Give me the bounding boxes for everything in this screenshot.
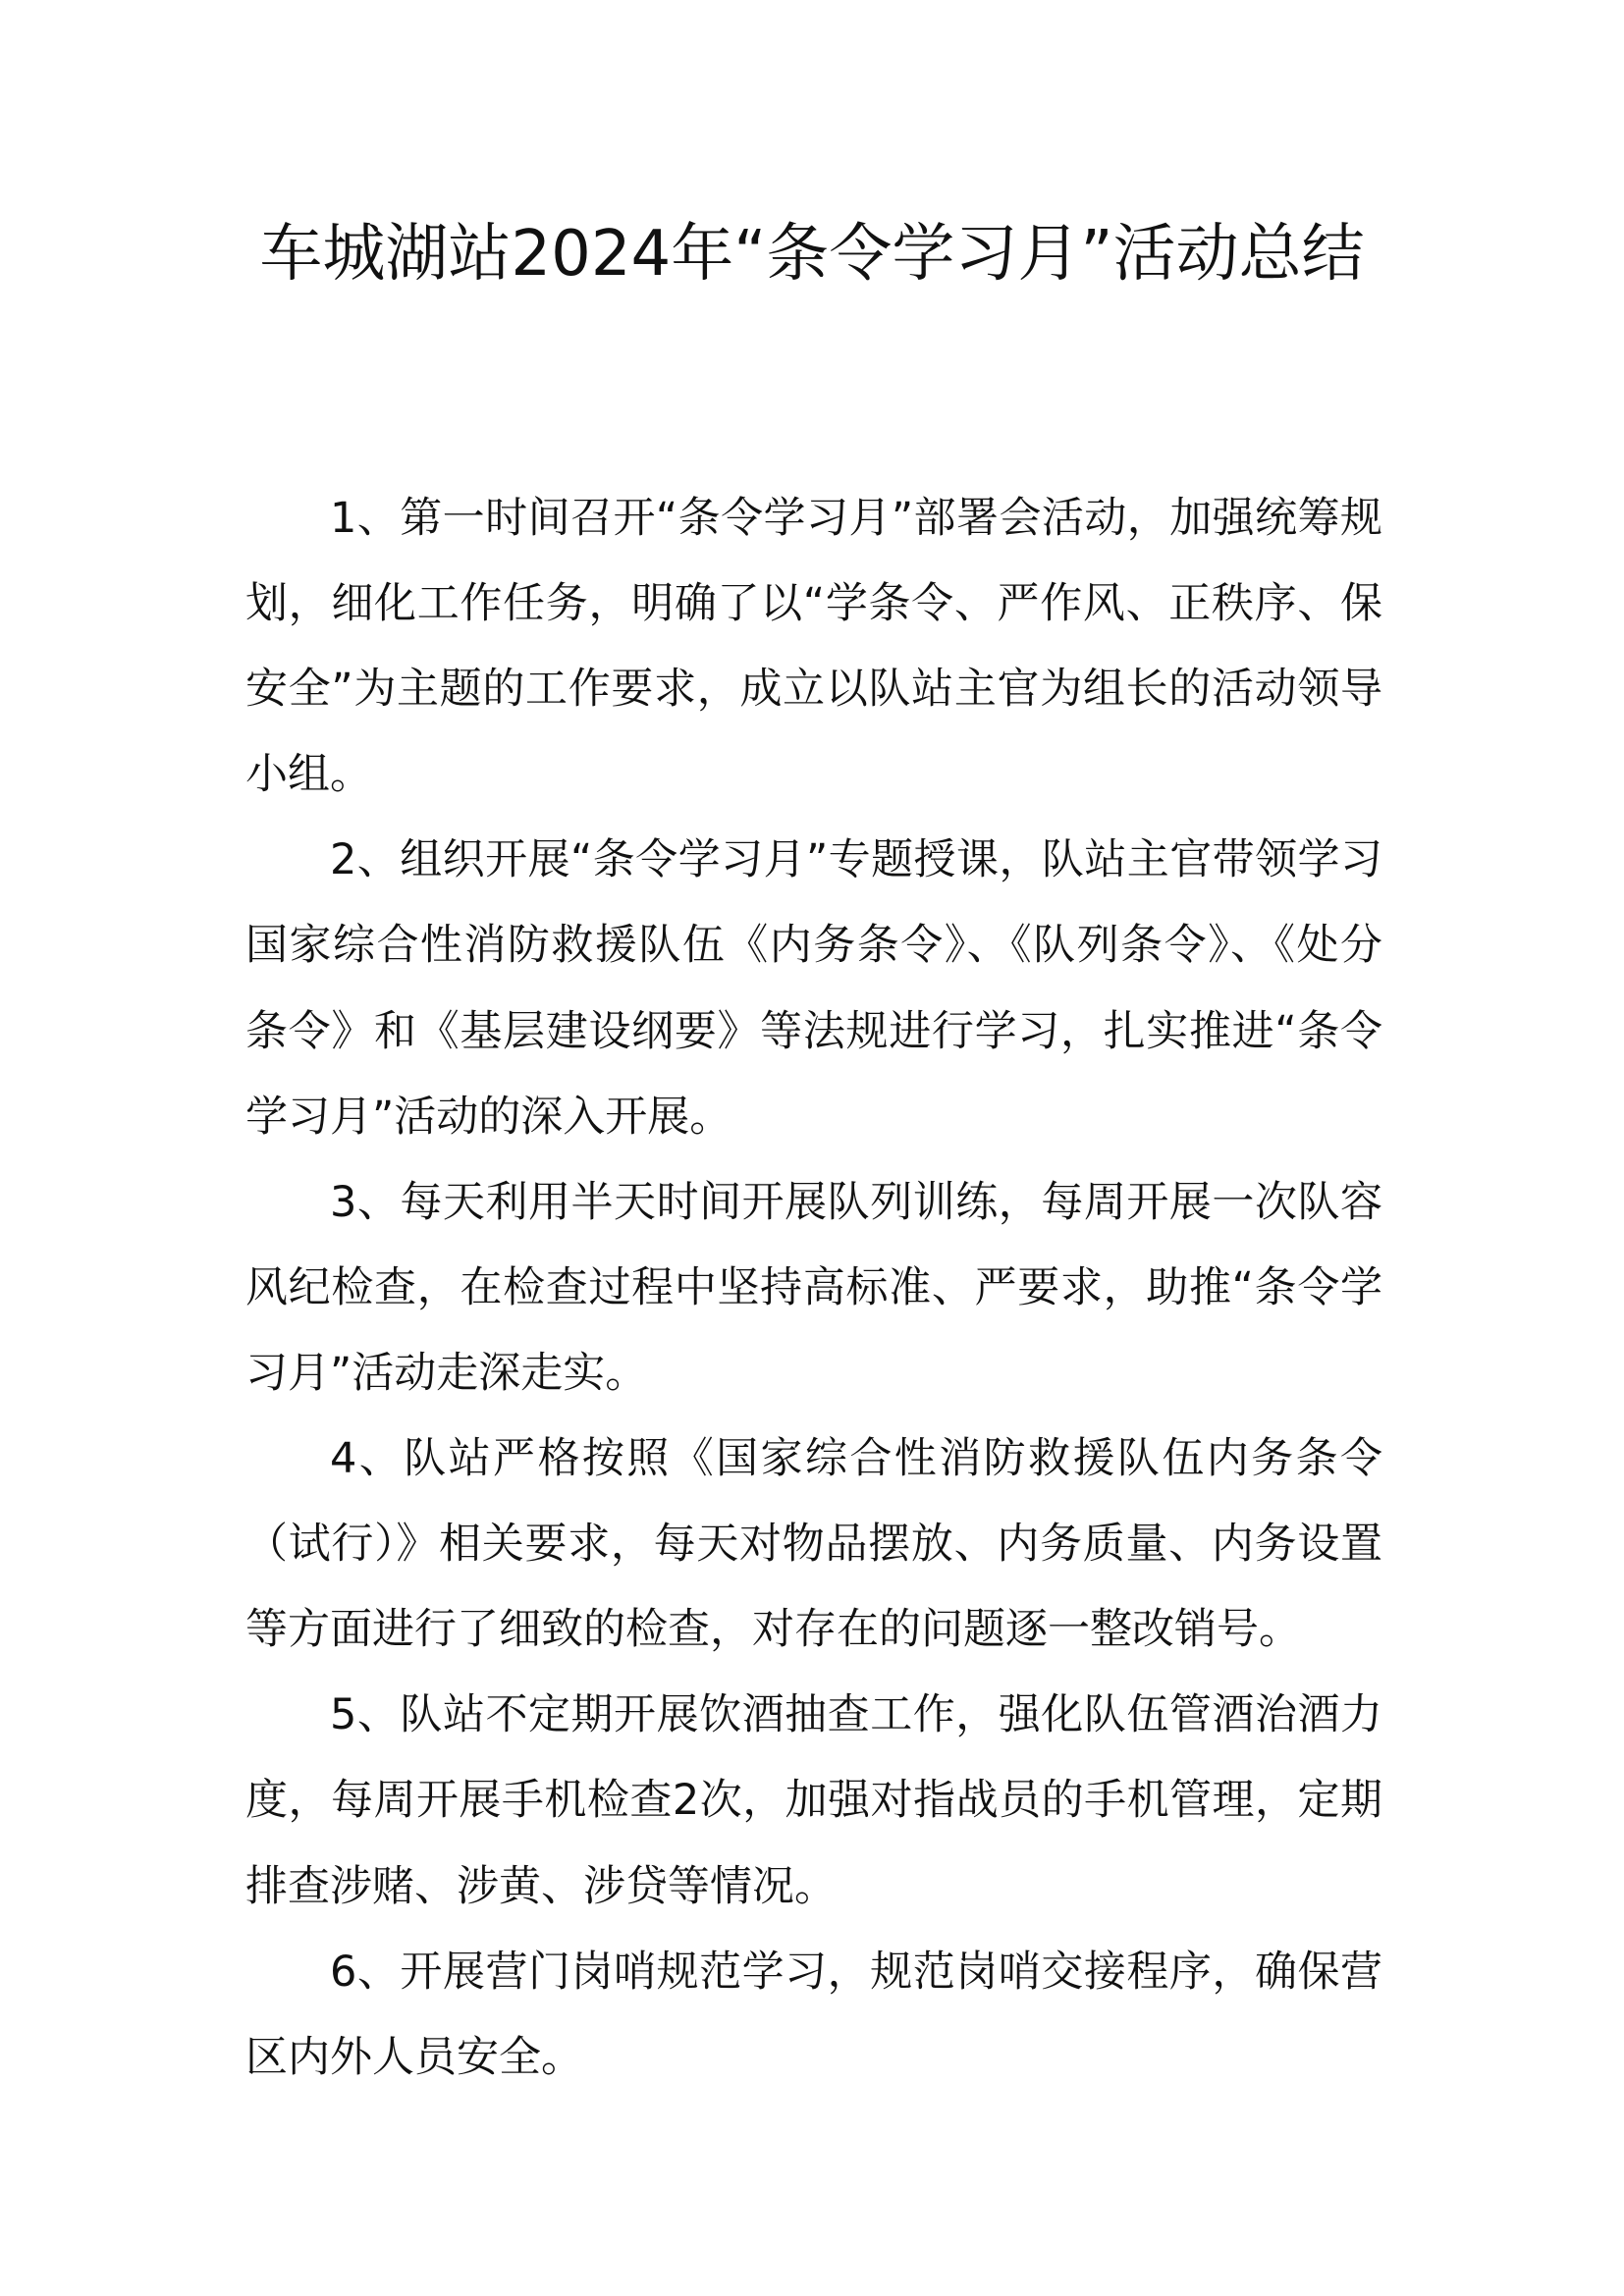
paragraph-4: 4、队站严格按照《国家综合性消防救援队伍内务条令（试行）》相关要求，每天对物品摆放、内务质量、内务设置等方面进行了细致的检查，对存在的问题逐一整改销号。 <box>245 1434 1382 1655</box>
document-title: 车城湖站2024年“条令学习月”活动总结 <box>259 218 1365 291</box>
paragraph-5: 5、队站不定期开展饮酒抽查工作，强化队伍管酒治酒力度，每周开展手机检查2次，加强对指战员的手机管理，定期排查涉赌、涉黄、涉贷等情况。 <box>245 1690 1382 1911</box>
paragraph-6: 6、开展营门岗哨规范学习，规范岗哨交接程序，确保营区内外人员安全。 <box>245 1947 1382 2082</box>
document-body <box>245 476 1382 2101</box>
paragraph-1: 1、第一时间召开“条令学习月”部署会活动，加强统筹规划，细化工作任务，明确了以“学条令、严作风、正秩序、保安全”为主题的工作要求，成立以队站主官为组长的活动领导小组。 <box>245 494 1382 800</box>
paragraph-3: 3、每天利用半天时间开展队列训练，每周开展一次队容风纪检查，在检查过程中坚持高标准、严要求，助推“条令学习月”活动走深走实。 <box>245 1177 1382 1398</box>
paragraph-2: 2、组织开展“条令学习月”专题授课，队站主官带领学习国家综合性消防救援队伍《内务条令》、《队列条令》、《处分条令》和《基层建设纲要》等法规进行学习，扎实推进“条令学习月”活动的深入开展。 <box>245 835 1382 1142</box>
